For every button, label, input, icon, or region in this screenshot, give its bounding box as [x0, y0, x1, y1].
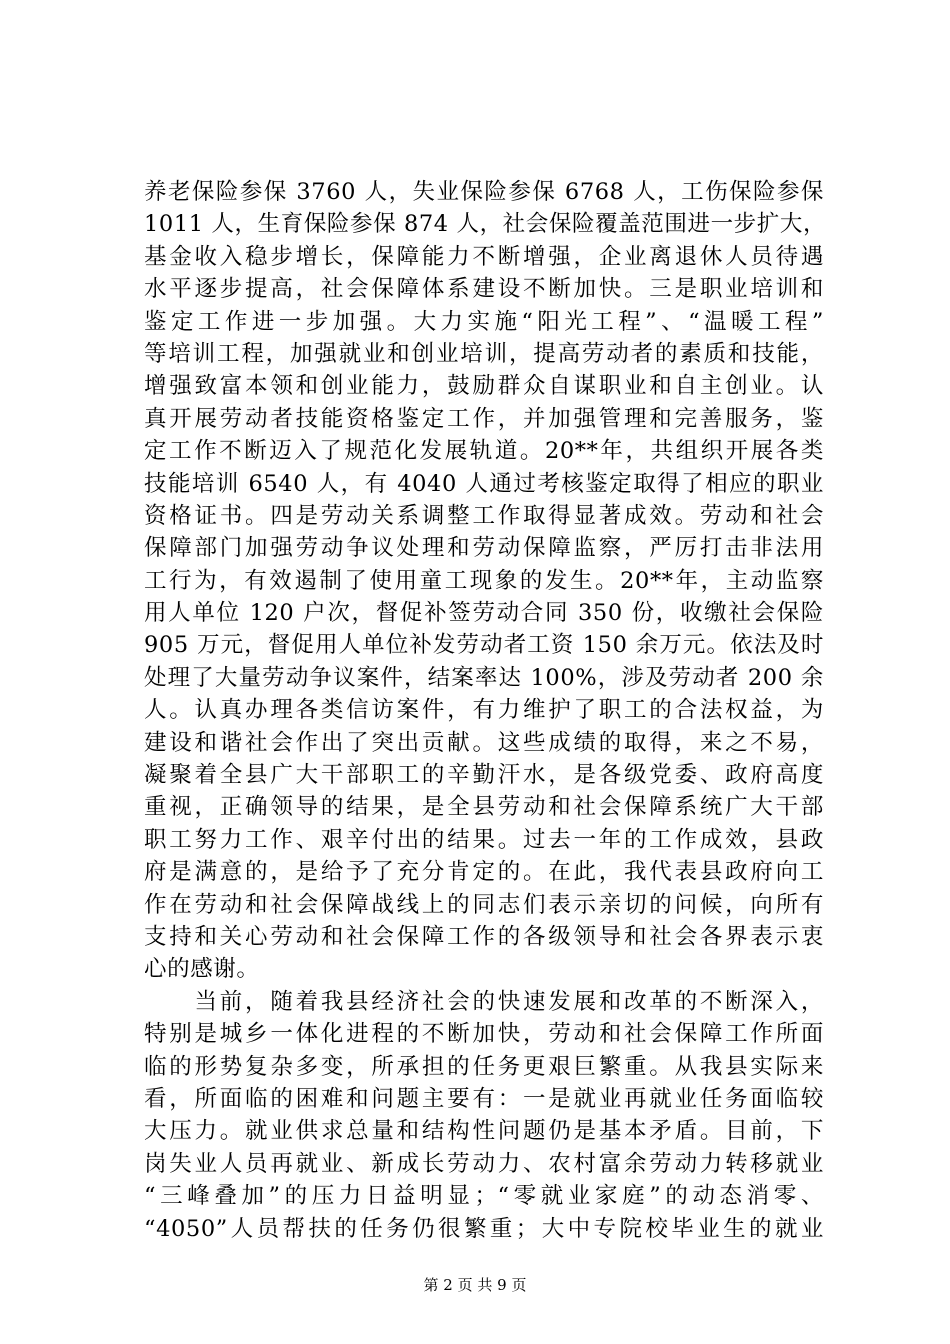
text-line: “三峰叠加”的压力日益明显；“零就业家庭”的动态消零、: [144, 1183, 824, 1210]
text-line: 大压力。就业供求总量和结构性问题仍是基本矛盾。目前，下: [144, 1118, 824, 1145]
page-indicator: 第 2 页 共 9 页: [423, 1276, 527, 1294]
paragraph-first-line: 当前，随着我县经济社会的快速发展和改革的不断深入，: [144, 988, 824, 1015]
text-line: 重视，正确领导的结果，是全县劳动和社会保障系统广大干部: [144, 794, 824, 821]
text-line: 资格证书。四是劳动关系调整工作取得显著成效。劳动和社会: [144, 502, 824, 529]
text-line: 基金收入稳步增长，保障能力不断增强，企业离退休人员待遇: [144, 243, 824, 270]
text-line: 905 万元，督促用人单位补发劳动者工资 150 余万元。依法及时: [144, 632, 824, 659]
text-line: 定工作不断迈入了规范化发展轨道。20**年，共组织开展各类: [144, 438, 824, 465]
text-line: 支持和关心劳动和社会保障工作的各级领导和社会各界表示衷: [144, 923, 824, 950]
text-line: 看，所面临的困难和问题主要有：一是就业再就业任务面临较: [144, 1085, 824, 1112]
text-line: 保障部门加强劳动争议处理和劳动保障监察，严厉打击非法用: [144, 535, 824, 562]
text-line: 技能培训 6540 人，有 4040 人通过考核鉴定取得了相应的职业: [144, 470, 824, 497]
text-line: 真开展劳动者技能资格鉴定工作，并加强管理和完善服务，鉴: [144, 405, 824, 432]
paragraph-end-line: 心的感谢。: [144, 956, 260, 983]
text-line: 增强致富本领和创业能力，鼓励群众自谋职业和自主创业。认: [144, 373, 824, 400]
text-line: 用人单位 120 户次，督促补签劳动合同 350 份，收缴社会保险: [144, 600, 824, 627]
text-line: 人。认真办理各类信访案件，有力维护了职工的合法权益，为: [144, 697, 824, 724]
text-line: 岗失业人员再就业、新成长劳动力、农村富余劳动力转移就业: [144, 1150, 824, 1177]
text-line: 凝聚着全县广大干部职工的辛勤汗水，是各级党委、政府高度: [144, 762, 824, 789]
text-line: 职工努力工作、艰辛付出的结果。过去一年的工作成效，县政: [144, 826, 824, 853]
text-line: 养老保险参保 3760 人，失业保险参保 6768 人，工伤保险参保: [144, 179, 824, 205]
text-line: 特别是城乡一体化进程的不断加快，劳动和社会保障工作所面: [144, 1021, 824, 1048]
page-footer: [0, 1275, 950, 1295]
text-line: 工行为，有效遏制了使用童工现象的发生。20**年，主动监察: [144, 567, 824, 594]
text-line: 作在劳动和社会保障战线上的同志们表示亲切的问候，向所有: [144, 891, 824, 918]
text-line: 临的形势复杂多变，所承担的任务更艰巨繁重。从我县实际来: [144, 1053, 824, 1080]
text-line: 等培训工程，加强就业和创业培训，提高劳动者的素质和技能，: [144, 340, 824, 367]
text-line: 1011 人，生育保险参保 874 人，社会保险覆盖范围进一步扩大，: [144, 211, 827, 238]
text-line: 处理了大量劳动争议案件，结案率达 100%，涉及劳动者 200 余: [144, 664, 824, 691]
text-line: 水平逐步提高，社会保障体系建设不断加快。三是职业培训和: [144, 276, 824, 303]
text-line: 建设和谐社会作出了突出贡献。这些成绩的取得，来之不易，: [144, 729, 824, 756]
body-text: [144, 176, 827, 1245]
text-line: 鉴定工作进一步加强。大力实施“阳光工程”、“温暖工程”: [144, 308, 824, 335]
text-line: 府是满意的，是给予了充分肯定的。在此，我代表县政府向工: [144, 859, 824, 886]
text-line: “4050”人员帮扶的任务仍很繁重；大中专院校毕业生的就业: [144, 1215, 824, 1242]
